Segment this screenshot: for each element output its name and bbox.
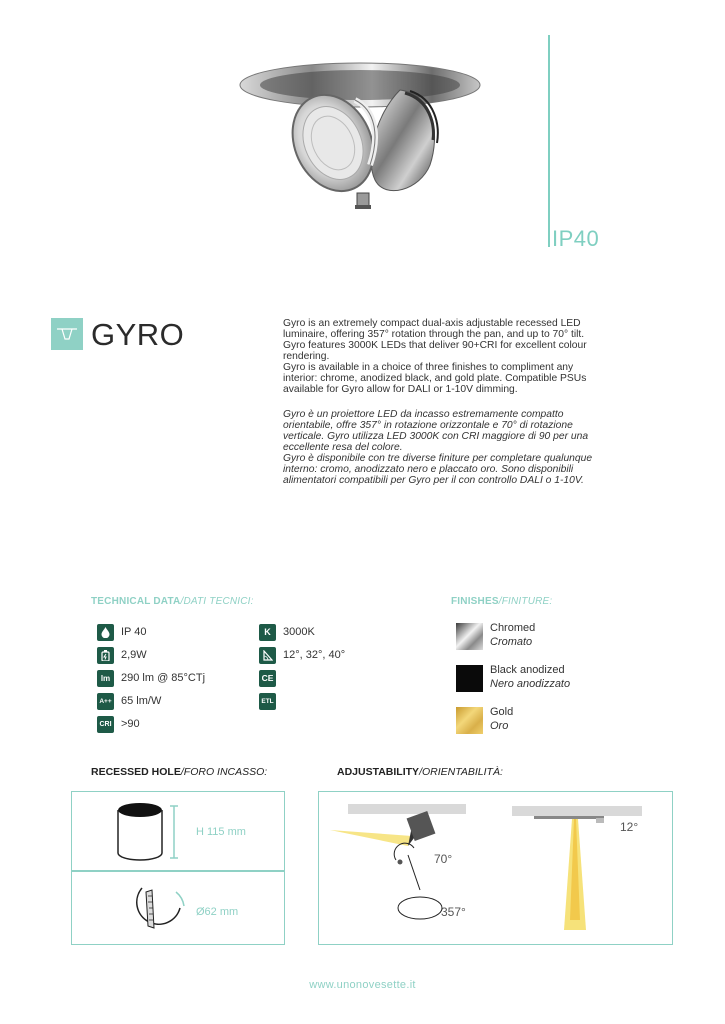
finish-chromed (456, 621, 570, 663)
heading-en: TECHNICAL DATA (91, 596, 181, 607)
etl-mark-icon: ETL (259, 693, 276, 710)
finishes-list (456, 621, 570, 747)
tech-row-efficacy (97, 692, 205, 710)
tech-value: 2,9W (121, 649, 147, 661)
description-paragraph: Gyro è un proiettore LED da incasso estremamente compatto orientabile, offre 357° in rotazione orizzontale e 70° di rotazione verticale. Gyro utilizza LED 3000K con CRI maggiore di 90 per una eccellente resa del colore. (283, 409, 589, 453)
description-paragraph: Gyro is an extremely compact dual-axis adjustable recessed LED luminaire, offering 357° rotation through the pan, and up to 70° tilt. Gyro features 3000K LEDs that deliver 90+CRI for excellent colour rendering. (283, 318, 587, 362)
technical-data-heading (91, 596, 254, 607)
drop-icon (97, 624, 114, 641)
tech-value: 290 lm @ 85°CTj (121, 672, 206, 684)
hole-diameter-diagram (122, 882, 194, 934)
black-swatch (456, 665, 483, 692)
tech-row-cri (97, 715, 205, 733)
tech-row-beam (259, 646, 345, 664)
tech-value: >90 (121, 718, 140, 730)
description-english (283, 318, 603, 395)
diameter-dimension: Ø62 mm (196, 906, 239, 918)
tech-value: 65 lm/W (121, 695, 162, 707)
finish-name: Chromed (490, 622, 536, 634)
description-paragraph: Gyro is available in a choice of three finishes to compliment any interior: chrome, anodized black, and gold plate. Compatible PSUs available for Gyro allow for DALI or 1-10V dimming. (283, 362, 587, 395)
heading-it: /FINITURE: (498, 596, 553, 607)
finish-name-it: Cromato (490, 636, 533, 648)
heading-en: FINISHES (451, 596, 499, 607)
finish-name: Gold (490, 706, 514, 718)
description-italian (283, 409, 603, 486)
footer-website-link[interactable]: www.unonovesette.it (309, 979, 416, 991)
product-photo (235, 55, 495, 220)
beam-angle-label: 12° (620, 820, 639, 834)
gold-swatch (456, 707, 483, 734)
tech-value: IP 40 (121, 626, 147, 638)
finishes-heading (451, 596, 552, 607)
cri-icon: CRI (97, 716, 114, 733)
height-dimension: H 115 mm (196, 826, 246, 838)
pan-angle-label: 357° (441, 905, 466, 919)
heading-en: RECESSED HOLE (91, 766, 181, 778)
ip-rating-label: IP40 (552, 226, 600, 251)
tech-column-2 (259, 623, 345, 715)
cylinder-diagram (110, 798, 190, 866)
lumen-icon: lm (97, 670, 114, 687)
recessed-hole-heading (91, 766, 267, 778)
finish-name-it: Oro (490, 720, 509, 732)
tech-row-lumen (97, 669, 205, 687)
finish-name: Black anodized (490, 664, 565, 676)
finish-gold (456, 705, 570, 747)
tech-row-ip (97, 623, 205, 641)
adjustability-heading (337, 766, 503, 778)
tech-row-kelvin (259, 623, 345, 641)
kelvin-icon: K (259, 624, 276, 641)
energy-class-icon: A++ (97, 693, 114, 710)
tech-value: 12°, 32°, 40° (283, 649, 346, 661)
description-paragraph: Gyro è disponibile con tre diverse finiture per completare qualunque interno: cromo, anodizzato nero e placcato oro. Sono disponibili alimentatori compatibili per Gyro per il con controllo DALI o 1-10V. (283, 453, 593, 486)
panel-divider (71, 870, 285, 872)
beam-angle-icon (259, 647, 276, 664)
tech-column-1 (97, 623, 205, 738)
ce-mark-icon: CE (259, 670, 276, 687)
finish-black-anodized (456, 663, 570, 705)
finish-name-it: Nero anodizzato (490, 678, 571, 690)
tech-row-power (97, 646, 205, 664)
tilt-angle-label: 70° (434, 852, 453, 866)
tech-value: 3000K (283, 626, 315, 638)
heading-en: ADJUSTABILITY (337, 766, 420, 778)
product-title: GYRO (91, 317, 185, 352)
tech-row-etl (259, 692, 345, 710)
power-icon (97, 647, 114, 664)
heading-it: /DATI TECNICI: (180, 596, 254, 607)
chrome-swatch (456, 623, 483, 650)
downlight-icon (51, 318, 83, 350)
heading-it: /ORIENTABILITÀ: (419, 766, 503, 778)
tech-row-ce (259, 669, 345, 687)
ip-divider-line (548, 35, 550, 247)
heading-it: /FORO INCASSO: (180, 766, 268, 778)
product-logo (51, 318, 83, 350)
